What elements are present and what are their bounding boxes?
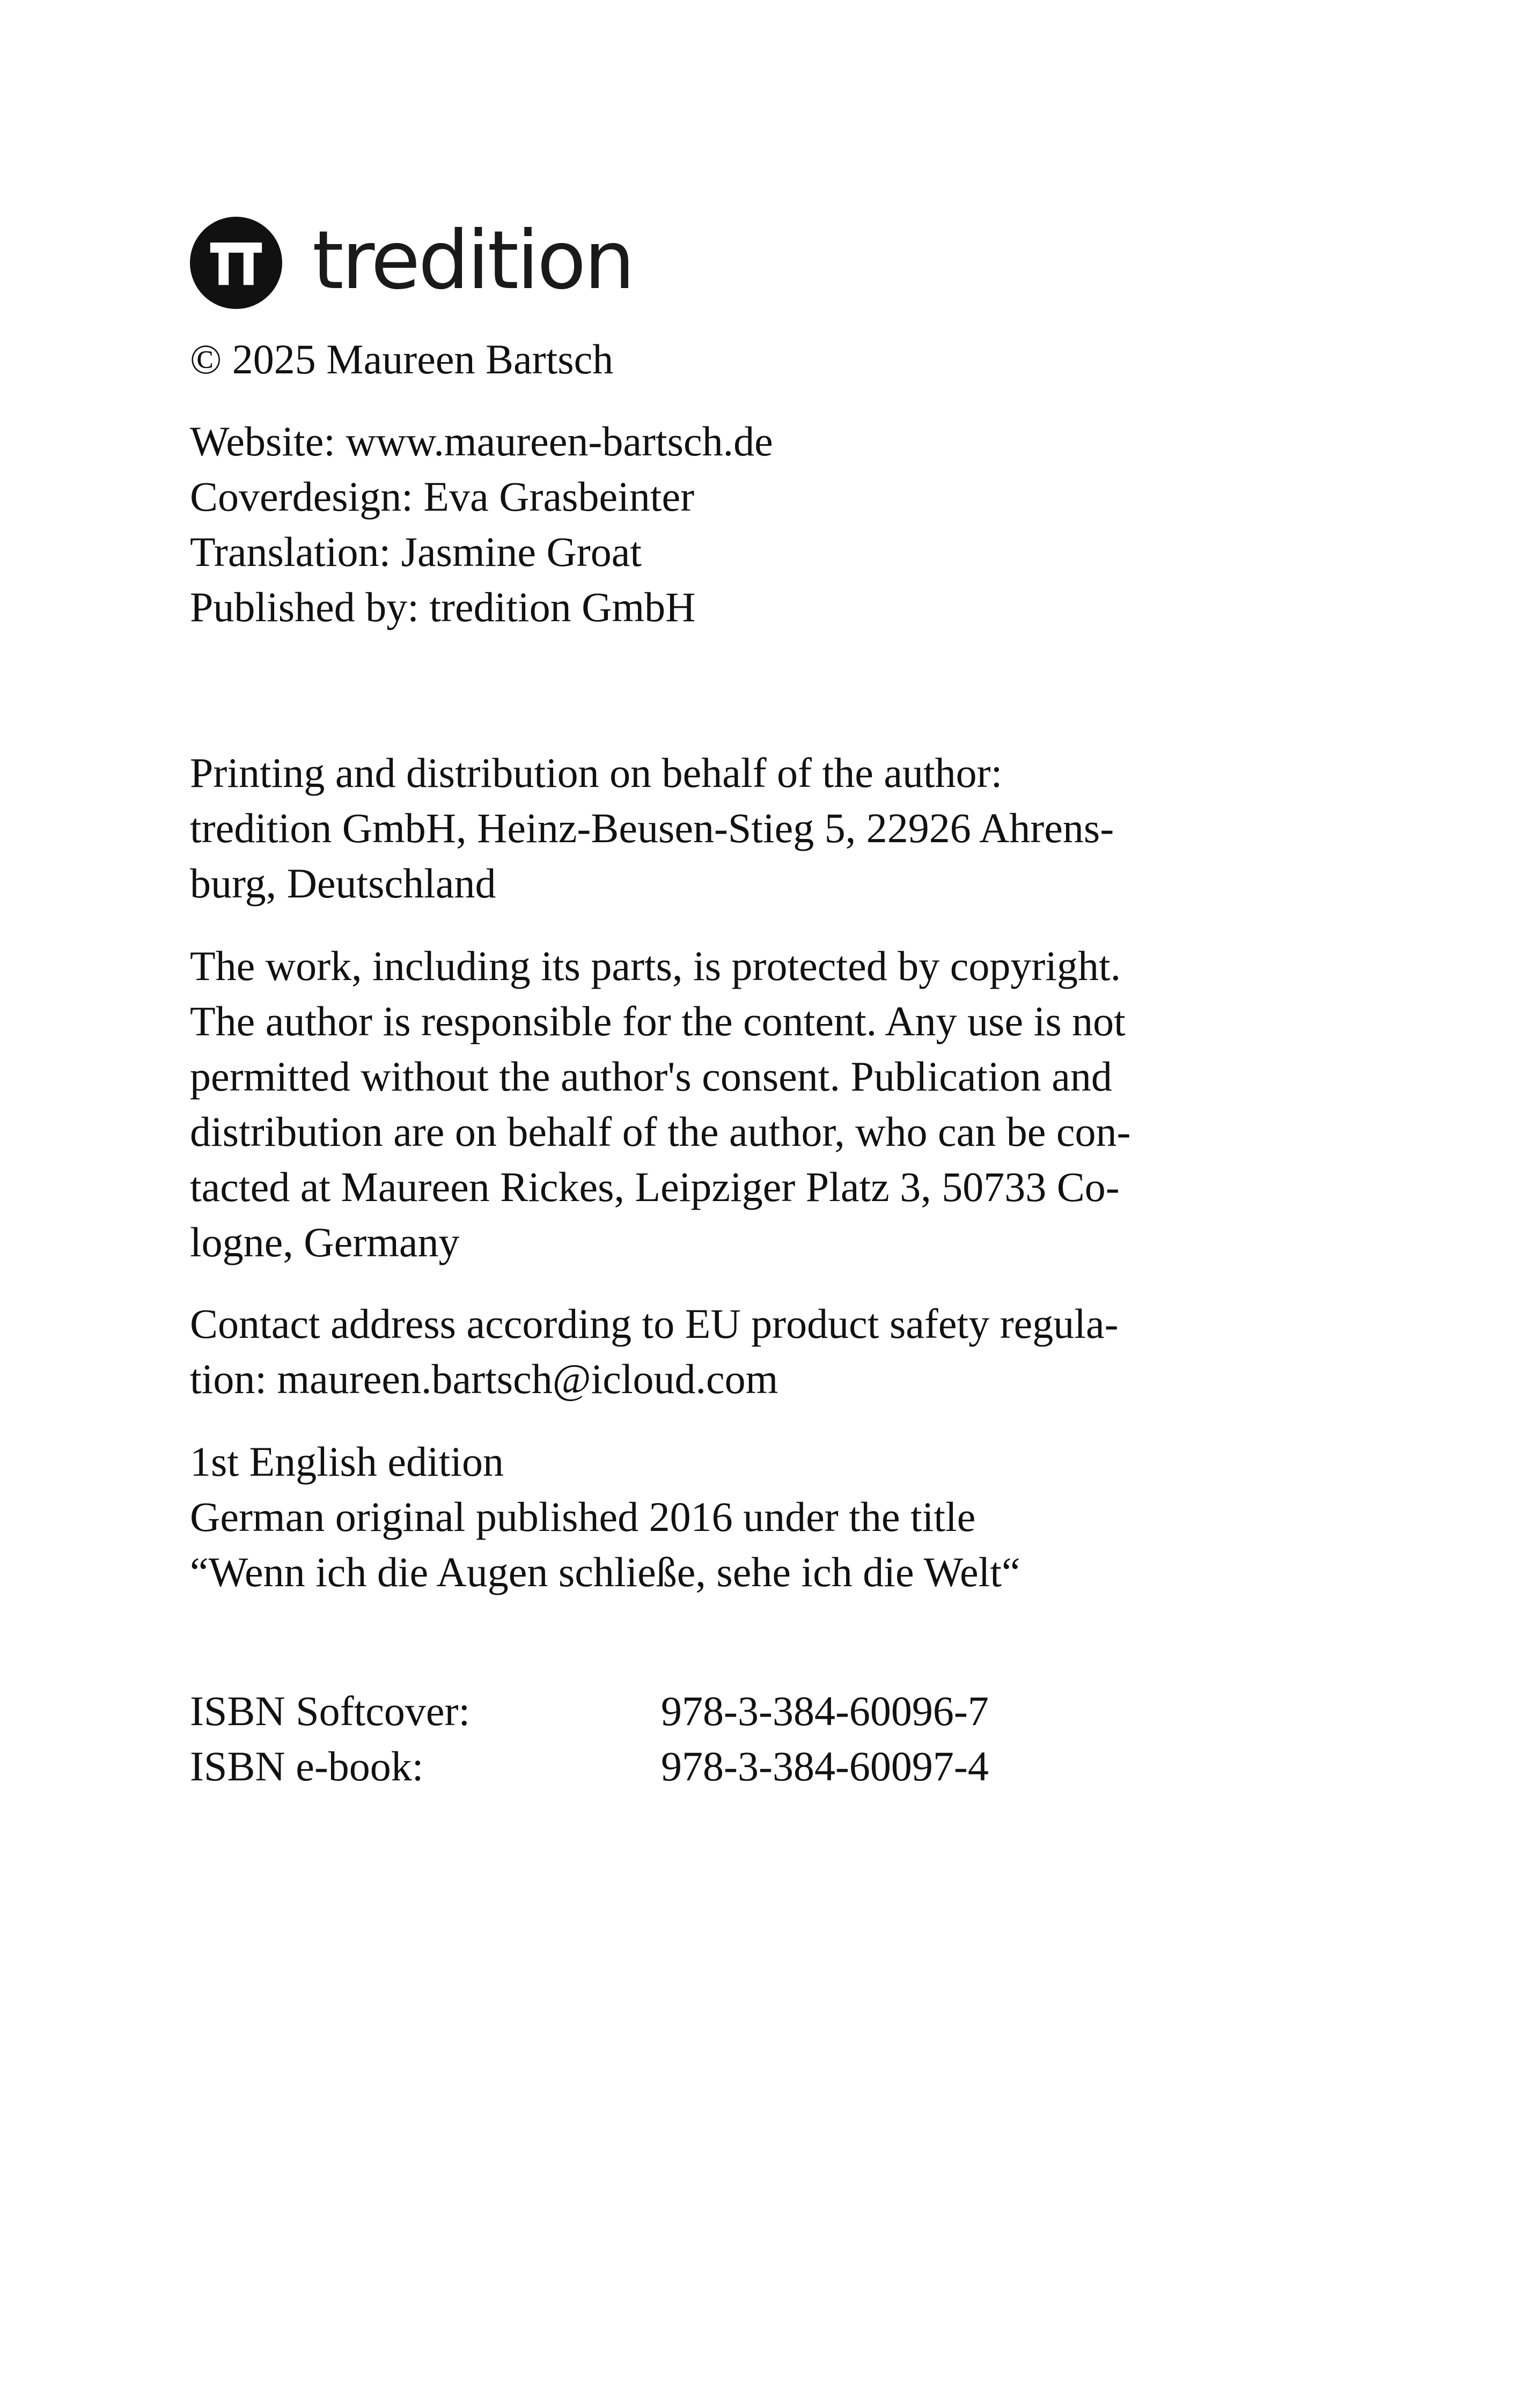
publisher-logo: [190, 215, 633, 311]
legal-line: tacted at Maureen Rickes, Leipziger Platz 3, 50733 Co-: [190, 1164, 1120, 1210]
publisher-line: Published by: tredition GmbH: [190, 584, 696, 630]
printing-line: tredition GmbH, Heinz-Beusen-Stieg 5, 22926 Ahrens-: [190, 805, 1114, 851]
contact-block: [190, 1296, 1370, 1406]
coverdesign-line: Coverdesign: Eva Grasbeinter: [190, 473, 695, 520]
contact-line: Contact address according to EU product safety regula-: [190, 1300, 1119, 1347]
original-title-line: German original published 2016 under the title: [190, 1493, 976, 1540]
printing-line: Printing and distribution on behalf of the author:: [190, 749, 1003, 796]
legal-line: The work, including its parts, is protected by copyright.: [190, 942, 1121, 989]
copyright-line: © 2025 Maureen Bartsch: [190, 336, 614, 382]
tredition-logo-icon: [190, 217, 282, 309]
printing-distribution-block: [190, 745, 1370, 911]
credits-block: [190, 414, 1370, 635]
legal-line: permitted without the author's consent. Publication and: [190, 1053, 1112, 1100]
isbn-ebook-row: [190, 1739, 1370, 1794]
isbn-block: [190, 1683, 1370, 1794]
contact-line: tion: maureen.bartsch@icloud.com: [190, 1356, 778, 1402]
publisher-wordmark: tredition: [312, 214, 633, 307]
copyright-notice: [190, 332, 1370, 387]
isbn-ebook-label: ISBN e-book:: [190, 1743, 424, 1790]
edition-block: [190, 1434, 1370, 1600]
printing-line: burg, Deutschland: [190, 860, 496, 907]
legal-line: logne, Germany: [190, 1219, 460, 1265]
isbn-softcover-value: 978-3-384-60096-7: [661, 1688, 989, 1734]
legal-line: The author is responsible for the content. Any use is not: [190, 998, 1126, 1044]
isbn-ebook-value: 978-3-384-60097-4: [661, 1743, 989, 1790]
translation-line: Translation: Jasmine Groat: [190, 528, 642, 575]
original-title-line: “Wenn ich die Augen schließe, sehe ich die Welt“: [190, 1549, 1020, 1595]
isbn-softcover-row: [190, 1683, 1370, 1739]
legal-line: distribution are on behalf of the author, who can be con-: [190, 1108, 1131, 1155]
website-line: Website: www.maureen-bartsch.de: [190, 418, 773, 465]
legal-notice-block: [190, 938, 1370, 1270]
edition-line: 1st English edition: [190, 1438, 504, 1485]
isbn-softcover-label: ISBN Softcover:: [190, 1688, 471, 1734]
